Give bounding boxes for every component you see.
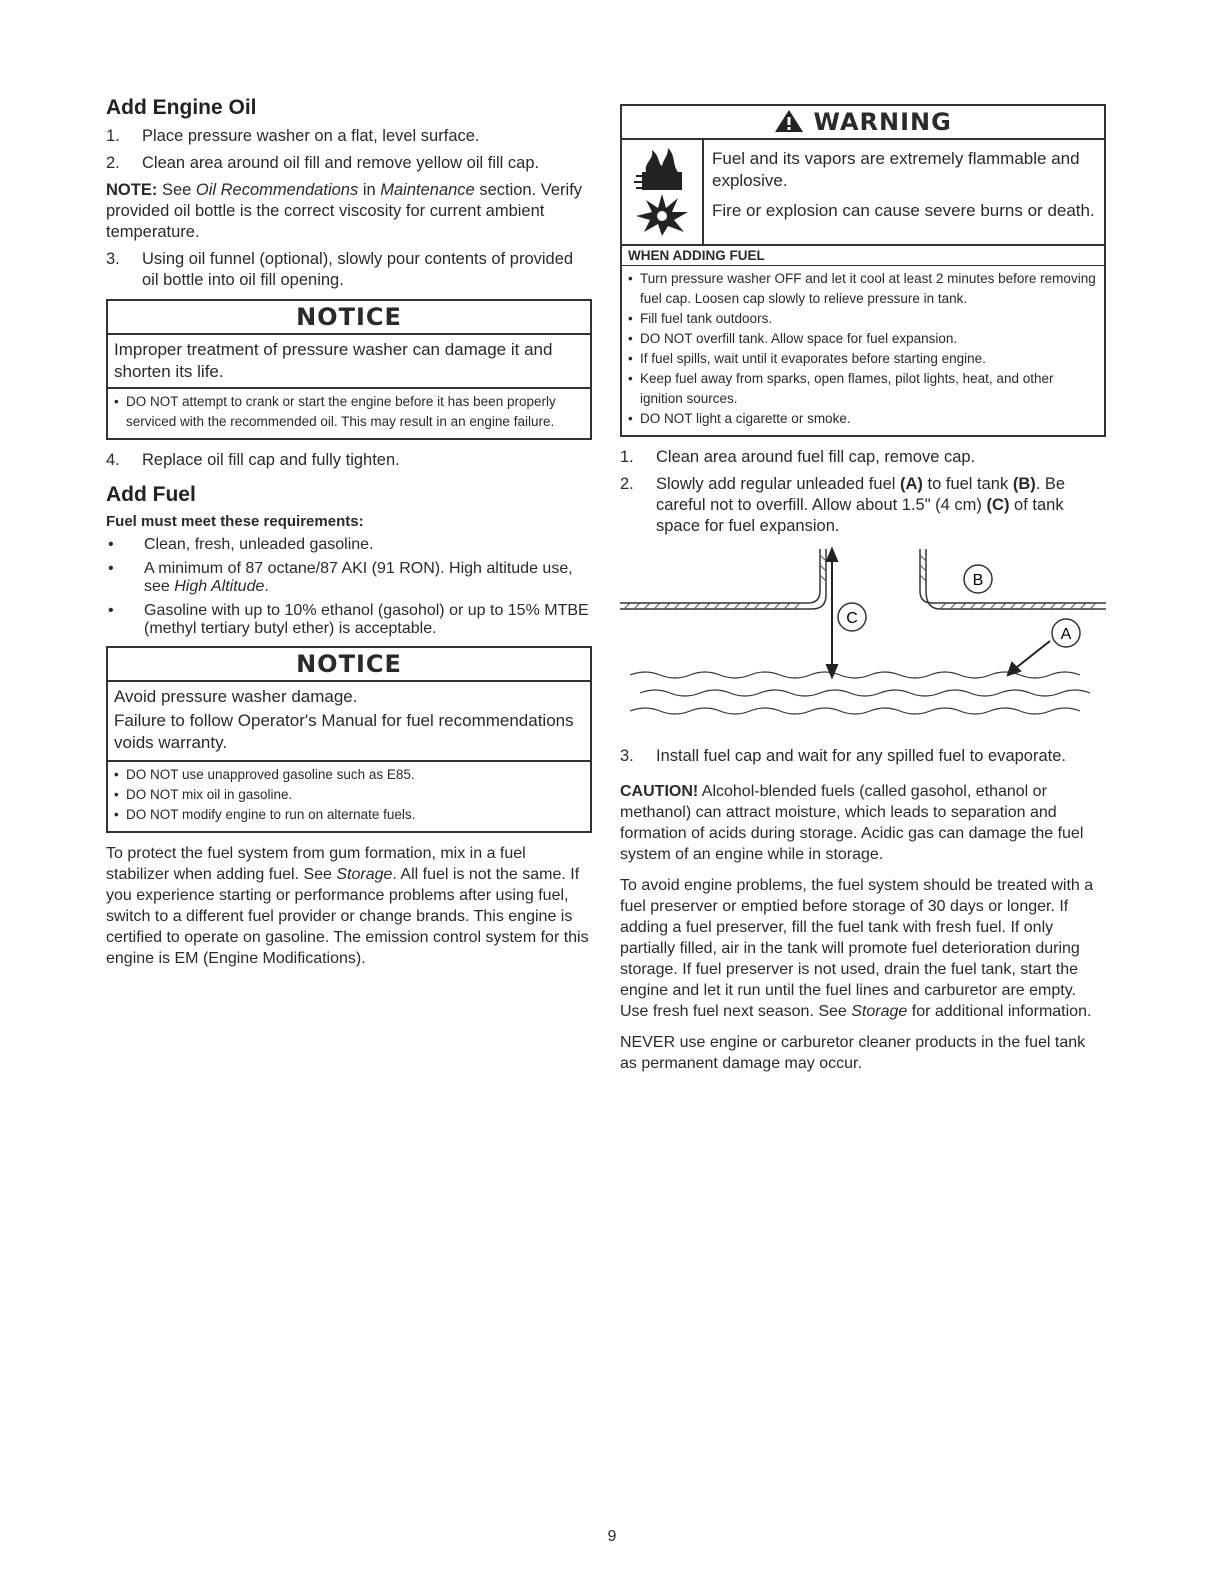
step-text: Clean area around oil fill and remove yellow oil fill cap.: [142, 154, 540, 172]
note-rest: section. Verify provided oil bottle is the correct viscosity for current ambient temperature.: [106, 181, 583, 241]
fuel-requirements-heading: Fuel must meet these requirements:: [106, 513, 364, 530]
step-number: 1.: [620, 448, 634, 466]
oil-notice-box: [106, 299, 592, 440]
maintenance-link[interactable]: Maintenance: [380, 181, 475, 199]
step-text: Install fuel cap and wait for any spilled fuel to evaporate.: [656, 747, 1066, 765]
warning-bullet: • If fuel spills, wait until it evaporates before starting engine.: [628, 351, 986, 366]
step-number: 2.: [106, 154, 120, 172]
tank-surface: [620, 549, 1106, 609]
step-number: 3.: [620, 747, 634, 765]
oil-step-2: [106, 153, 592, 174]
step-text: Replace oil fill cap and fully tighten.: [142, 451, 400, 469]
warning-title: WARNING: [813, 108, 952, 136]
step-text: Clean area around fuel fill cap, remove cap.: [656, 448, 976, 466]
note-see: See: [161, 181, 192, 199]
warning-title-bar: [622, 106, 1104, 140]
notice-list: [108, 389, 590, 438]
storage-link[interactable]: Storage: [851, 1003, 908, 1020]
fuel-step-2: [620, 474, 1106, 537]
oil-step-1: [106, 126, 592, 147]
fuel-requirement-1: • Clean, fresh, unleaded gasoline.: [108, 536, 374, 553]
fuel-preserver-paragraph: To avoid engine problems, the fuel system should be treated with a fuel preserver or emptied before storage of 30 days or longer. If adding a fuel preserver, fill the fuel tank with fresh fuel. If only partially filled, air in the tank will promote fuel deterioration during storage. If fuel preserver is not used, drain the fuel tank, start the engine and let it run until the fuel lines and carburetor are empty. Use fresh fuel next season. See Storage for additional information.: [620, 877, 1094, 1020]
hatching: [624, 555, 1096, 609]
diagram-label-b: B: [972, 572, 984, 589]
notice-bullet: • DO NOT modify engine to run on alternate fuels.: [114, 807, 416, 822]
expansion-arrow-c: [827, 549, 837, 677]
oil-step-4: [106, 450, 592, 471]
caution-label: CAUTION!: [620, 783, 699, 800]
when-adding-fuel-heading: WHEN ADDING FUEL: [622, 246, 1104, 266]
warning-hazard-row: [622, 140, 1104, 246]
warning-bullet: • Keep fuel away from sparks, open flames, pilot lights, heat, and other ignition sources.: [628, 371, 1054, 406]
explosion-icon: [632, 192, 692, 238]
notice-bullet: • DO NOT attempt to crank or start the engine before it has been properly serviced with the recommended oil. This may result in an engine failure.: [114, 394, 556, 429]
diagram-label-c: C: [846, 610, 858, 627]
note-in: in: [362, 181, 376, 199]
step-number: 1.: [106, 127, 120, 145]
warning-bullet: • Fill fuel tank outdoors.: [628, 311, 773, 326]
fuel-stabilizer-paragraph: To protect the fuel system from gum formation, mix in a fuel stabilizer when adding fuel. See Storage. All fuel is not the same. If you experience starting or performance problems after using fuel, switch to a different fuel provider or change brands. This engine is certified to operate on gasoline. The emission control system for this engine is EM (Engine Modifications).: [106, 845, 589, 967]
step-number: 2.: [620, 475, 634, 493]
fuel-step-1: [620, 447, 1106, 468]
fuel-step-3: [620, 746, 1106, 767]
fuel-requirement-2: • A minimum of 87 octane/87 AKI (91 RON). High altitude use, see High Altitude.: [108, 560, 573, 595]
fuel-arrow-a: [1008, 641, 1050, 675]
never-use-cleaner-paragraph: NEVER use engine or carburetor cleaner products in the fuel tank as permanent damage may occur.: [620, 1034, 1086, 1072]
oil-step-3: [106, 249, 592, 291]
fuel-requirement-3: • Gasoline with up to 10% ethanol (gasohol) or up to 15% MTBE (methyl tertiary butyl ether) is acceptable.: [108, 602, 589, 637]
right-column: [620, 96, 1106, 1084]
hazard-icons: [622, 140, 704, 244]
step-text: Using oil funnel (optional), slowly pour contents of provided oil bottle into oil fill opening.: [142, 250, 574, 289]
fuel-notice-box: [106, 646, 592, 833]
caution-paragraph: CAUTION! Alcohol-blended fuels (called gasohol, ethanol or methanol) can attract moisture, which leads to separation and formation of acids during storage. Acidic gas can damage the fuel system of an engine while in storage.: [620, 783, 1084, 863]
notice-bullet: • DO NOT use unapproved gasoline such as E85.: [114, 767, 415, 782]
notice-list: [108, 762, 590, 831]
oil-recommendations-link[interactable]: Oil Recommendations: [195, 181, 359, 199]
notice-bullet: • DO NOT mix oil in gasoline.: [114, 787, 293, 802]
high-altitude-link[interactable]: High Altitude: [174, 578, 265, 595]
warning-bullet: • Turn pressure washer OFF and let it cool at least 2 minutes before removing fuel cap. Loosen cap slowly to relieve pressure in tank.: [628, 271, 1096, 306]
notice-title: NOTICE: [108, 648, 590, 682]
step-text: Slowly add regular unleaded fuel (A) to fuel tank (B). Be careful not to overfill. Allow about 1.5" (4 cm) (C) of tank space for fuel expansion.: [656, 475, 1066, 535]
add-engine-oil-heading: Add Engine Oil: [106, 96, 257, 119]
warning-box: [620, 104, 1106, 437]
flammable-fire-icon: [632, 146, 692, 192]
warning-bullet: • DO NOT light a cigarette or smoke.: [628, 411, 851, 426]
warning-list: [622, 266, 1104, 435]
warning-bullet: • DO NOT overfill tank. Allow space for fuel expansion.: [628, 331, 958, 346]
step-text: Place pressure washer on a flat, level surface.: [142, 127, 480, 145]
step-number: 4.: [106, 451, 120, 469]
warning-hazard-text: Fuel and its vapors are extremely flammable and explosive. Fire or explosion can cause severe burns or death.: [712, 149, 1095, 220]
warning-triangle-icon: [774, 109, 804, 133]
note-label: NOTE:: [106, 181, 158, 199]
left-column: [106, 96, 592, 979]
fuel-tank-diagram: [620, 545, 1106, 740]
fuel-level-waves: [630, 672, 1090, 714]
notice-title: NOTICE: [108, 301, 590, 335]
notice-text: Avoid pressure washer damage. Failure to follow Operator's Manual for fuel recommendations voids warranty.: [108, 682, 590, 762]
add-fuel-heading: Add Fuel: [106, 483, 196, 506]
storage-link[interactable]: Storage: [336, 866, 393, 883]
page-number: 9: [607, 1528, 617, 1545]
step-number: 3.: [106, 250, 120, 268]
diagram-label-a: A: [1060, 626, 1072, 643]
oil-note: [106, 180, 592, 243]
notice-text: Improper treatment of pressure washer can damage it and shorten its life.: [108, 335, 590, 389]
